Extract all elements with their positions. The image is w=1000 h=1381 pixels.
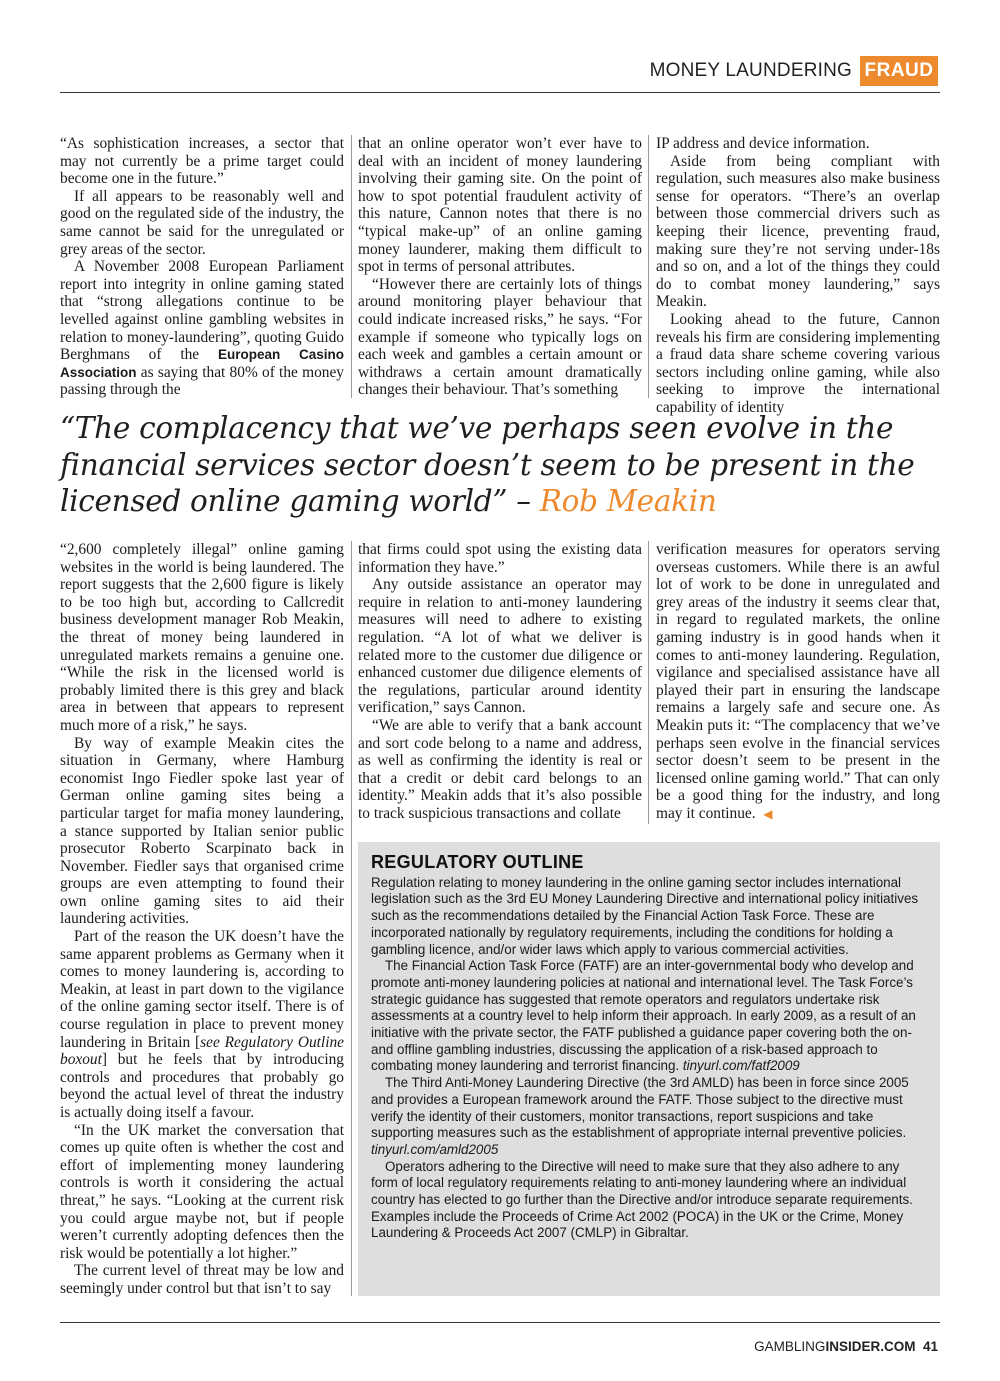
top-column-1 xyxy=(60,135,344,400)
paragraph xyxy=(358,576,642,717)
paragraph xyxy=(656,135,940,153)
text-run: The Third Anti-Money Laundering Directive (the 3rd AMLD) has been in force since 2005 and provides a European framework around the FATF. Those subject to the directive must verify the identity of their customers, monitor transactions, report suspicions and take supporting measures such as the establishment of appropriate internal preventive policies. xyxy=(371,1075,909,1141)
text-run: The current level of threat may be low and seemingly under control but that isn’t to say xyxy=(60,1262,344,1297)
text-run: ] but he feels that by introducing controls and procedures that probably go beyond the actual level of threat the industry is actually doing itself a favour. xyxy=(60,1051,344,1121)
section-label: MONEY LAUNDERING xyxy=(649,60,852,81)
category-tag: FRAUD xyxy=(860,56,938,86)
paragraph xyxy=(656,153,940,311)
pull-quote xyxy=(60,410,940,520)
end-of-article-mark: ◀ xyxy=(763,806,773,821)
page-number: 41 xyxy=(922,1339,938,1354)
text-run: Any outside assistance an operator may require in relation to anti-money laundering measures will need to adhere to existing regulation. “A lot of what we deliver is related more to the customer due diligence or enhanced customer due diligence elements of the regulations, particular around identity verification,” says Cannon. xyxy=(358,576,642,717)
paragraph xyxy=(60,735,344,929)
bottom-column-3 xyxy=(656,541,940,826)
italic-text: see Regulatory Outline boxout xyxy=(60,1033,344,1069)
paragraph xyxy=(358,717,642,823)
italic-text: tinyurl.com/fatf2009 xyxy=(682,1058,800,1074)
footer-rule xyxy=(60,1322,940,1323)
text-run: that an online operator won’t ever have to deal with an incident of money laundering involving their gaming site. On the point of how to spot potential fraudulent activity of this nature, Cannon notes that there is no “typical make-up” of an online gaming money launderer, making them difficult to spot in terms of personal attributes. xyxy=(358,135,642,276)
paragraph xyxy=(60,928,344,1122)
pull-quote-text: “The complacency that we’ve perhaps seen evolve in the financial services sector doesn’t seem to be present in the licensed online gaming world” – xyxy=(60,411,915,518)
column-divider xyxy=(351,135,352,398)
text-run: Aside from being compliant with regulation, such measures also make business sense for operators. “There’s an overlap between those commercial drivers such as keeping their licence, preventing fraud, making sure they’re not serving under-18s and so on, and a lot of the things they could do to combat money laundering,” says Meakin. xyxy=(656,152,940,311)
bottom-column-2 xyxy=(358,541,642,826)
top-column-2 xyxy=(358,135,642,400)
text-run: “However there are certainly lots of things around monitoring player behaviour that could indicate increased risks,” he says. “For example if someone who typically logs on each week and gambles a certain amount or withdraws a certain amount dramatically changes their behaviour. That’s something xyxy=(358,275,642,399)
boxout-paragraph xyxy=(371,958,926,1075)
text-run: “We are able to verify that a bank account and sort code belong to a name and address, as well as confirming the identity is real or that a credit or debit card belongs to an identity.” Meakin adds that it’s also possible to track suspicious transactions and collate xyxy=(358,716,642,822)
text-run: “2,600 completely illegal” online gaming websites in the world is being laundered. The report suggests that the 2,600 figure is likely to be too high but, according to Callcredit business development manager Rob Meakin, the threat of money being laundered in unregulated markets remains a genuine one. “While the risk in the licensed world is probably limited there is this grey and black area in between that appears to represent much more of a risk,” he says. xyxy=(60,541,344,734)
text-run: Part of the reason the UK doesn’t have the same apparent problems as Germany when it comes to money laundering is, according to Meakin, at least in part down to the vigilance of the online gaming sector itself. There is of course regulation in place to prevent money laundering in Britain [ xyxy=(60,928,344,1051)
top-column-3 xyxy=(656,135,940,416)
footer-site-bold: INSIDER.COM xyxy=(825,1339,916,1354)
bottom-column-1 xyxy=(60,541,344,1301)
paragraph xyxy=(656,541,940,824)
paragraph xyxy=(358,276,642,399)
text-run: By way of example Meakin cites the situation in Germany, where Hamburg economist Ingo Fiedler spoke last year of German online gaming sites being a particular target for mafia money laundering, a stance supported by Italian senior public prosecutor Roberto Scarpinato back in November. Fiedler says that organised crime groups are even attempting to found their own online gaming sites to aid their laundering activities. xyxy=(60,734,344,928)
column-divider xyxy=(648,135,649,398)
text-run: A November 2008 European Parliament report into integrity in online gaming stated that “strong allegations continue to be levelled against online gambling websites in relation to money-laundering”, quoting Guido Berghmans of the xyxy=(60,258,344,364)
text-run: If all appears to be reasonably well and good on the regulated side of the industry, the same cannot be said for the unregulated or grey areas of the sector. xyxy=(60,187,344,258)
bold-organisation-name: European Casino Association xyxy=(60,347,344,380)
text-run: “As sophistication increases, a sector that may not currently be a prime target could become one in the future.” xyxy=(60,135,344,188)
text-run: as saying that 80% of the money passing through the xyxy=(60,363,344,399)
italic-text: tinyurl.com/amld2005 xyxy=(371,1141,499,1157)
text-run: Regulation relating to money laundering in the online gaming sector includes international legislation such as the 3rd EU Money Laundering Directive and international policy initiatives such as the recommendations detailed by the Financial Action Task Force. These are incorporated nationally by regulatory requirements, including the conditions for holding a gambling licence, and/or wider laws which apply to various commercial activities. xyxy=(371,874,919,957)
text-run: verification measures for operators serving overseas customers. While there is an awful lot of work to be done in unregulated and grey areas of the industry it seems clear that, in regard to regulated markets, the online gaming industry is in good hands when it comes to anti-money laundering. Regulation, vigilance and specialised assistance have all played their part in ensuring the landscape remains a largely safe and secure one. As Meakin puts it: “The complacency that we’ve perhaps seen evolve in the financial services sector doesn’t seem to be present in the licensed online gaming world.” That can only be a good thing for the industry, and long may it continue. xyxy=(656,541,940,822)
paragraph xyxy=(60,258,344,399)
paragraph xyxy=(358,541,642,576)
pull-quote-attribution: Rob Meakin xyxy=(539,484,717,518)
paragraph xyxy=(60,1122,344,1263)
boxout-paragraph xyxy=(371,1159,926,1243)
paragraph xyxy=(60,188,344,258)
paragraph xyxy=(358,135,642,276)
paragraph xyxy=(60,135,344,188)
text-run: Operators adhering to the Directive will need to make sure that they also adhere to any form of local regulatory requirements relating to anti-money laundering where an individual country has elected to go further than the Directive and/or introduce separate requirements. Examples include the Proceeds of Crime Act 2002 (POCA) in the UK or the Crime, Money Laundering & Proceeds Act 2007 (CMLP) in Gibraltar. xyxy=(371,1158,913,1241)
text-run: The Financial Action Task Force (FATF) are an inter-governmental body who develop and promote anti-money laundering policies at national and international level. The Task Force’s strategic guidance has suggested that remote operators and regulators undertake risk assessments at a country level to help inform their approach. In early 2009, as a result of an initiative with the private sector, the FATF published a guidance paper covering both the on- and offline gambling industries, discussing the application of a risk-based approach to combating money laundering and terrorist financing. xyxy=(371,958,916,1074)
text-run: Looking ahead to the future, Cannon reveals his firm are considering implementing a fraud data share scheme covering various sectors including online gaming, while also seeking to improve the international capability of identity xyxy=(656,310,940,416)
boxout-body xyxy=(371,875,926,1242)
text-run: “In the UK market the conversation that comes up quite often is whether the cost and effort of implementing money laundering controls is worth it considering the actual threat,” he says. “Looking at the current risk you could argue maybe not, but if people weren’t currently adopting defences then the risk would be potentially a lot higher.” xyxy=(60,1121,344,1262)
column-divider xyxy=(648,541,649,824)
boxout-paragraph xyxy=(371,1075,926,1159)
regulatory-outline-boxout xyxy=(358,842,940,1296)
boxout-paragraph xyxy=(371,875,926,959)
paragraph xyxy=(656,311,940,417)
header-rule xyxy=(60,92,940,93)
paragraph xyxy=(60,1262,344,1297)
text-run: that firms could spot using the existing data information they have.” xyxy=(358,541,642,576)
footer-site-light: GAMBLING xyxy=(754,1339,826,1354)
text-run: IP address and device information. xyxy=(656,135,870,152)
column-divider xyxy=(351,541,352,1296)
boxout-title: REGULATORY OUTLINE xyxy=(371,852,584,872)
page-footer xyxy=(754,1339,938,1354)
paragraph xyxy=(60,541,344,735)
section-header xyxy=(649,56,938,88)
